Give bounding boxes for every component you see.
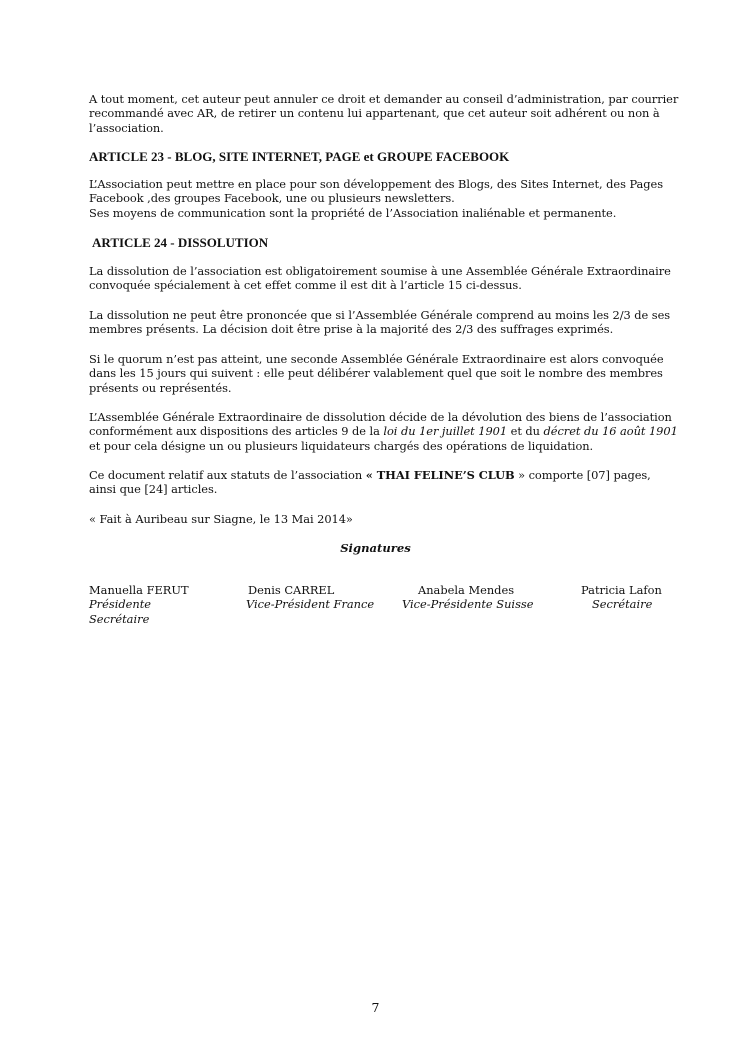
article-23-line-2: Facebook ,des groupes Facebook, une ou plusieurs newsletters. (89, 191, 455, 206)
article-24-p3-line-1: Si le quorum n’est pas atteint, une seconde Assemblée Générale Extraordinaire est alors convoquée (89, 352, 664, 366)
article-23-line-1: L’Association peut mettre en place pour son développement des Blogs, des Sites Internet, des Pages (89, 177, 664, 191)
closing-line-2: ainsi que [24] articles. (89, 482, 218, 497)
intro-paragraph (89, 92, 679, 135)
page-number: 7 (371, 1000, 380, 1015)
article-24-p1-line-2: convoquée spécialement à cet effet comme il est dit à l’article 15 ci-dessus. (89, 278, 522, 293)
article-24-p4-text-a: conformément aux dispositions des articles 9 de la (89, 424, 384, 439)
signatory-role: Vice-Président France (246, 597, 375, 612)
article-24-paragraph-4 (89, 410, 678, 453)
signatory-role: Vice-Présidente Suisse (402, 597, 534, 612)
signatory-role: Présidente (89, 597, 152, 612)
signatory-role-secondary: Secrétaire (89, 611, 150, 626)
signatory-name: Manuella FERUT (89, 583, 189, 597)
article-23-heading: ARTICLE 23 - BLOG, SITE INTERNET, PAGE et GROUPE FACEBOOK (89, 149, 510, 164)
article-24-paragraph-3 (89, 352, 664, 395)
article-24-paragraph-1 (89, 264, 671, 293)
article-24-p4-line-1: L’Assemblée Générale Extraordinaire de dissolution décide de la dévolution des biens de l’association (89, 410, 672, 424)
law-reference: loi du 1er juillet 1901 (383, 424, 508, 439)
signature-block-vp-france (246, 583, 374, 612)
closing-text-b: » comporte [07] pages, (514, 468, 651, 482)
article-24-p4-text-b: et du (507, 424, 544, 439)
signatory-name: Anabela Mendes (418, 583, 515, 597)
article-24-p2-line-2: membres présents. La décision doit être prise à la majorité des 2/3 des suffrages exprimés. (89, 322, 614, 337)
club-name: « THAI FELINE’S CLUB (365, 468, 515, 482)
signature-block-secretary (581, 583, 662, 612)
article-24-p2-line-1: La dissolution ne peut être prononcée que si l’Assemblée Générale comprend au moins les 2/3 de ses (89, 308, 671, 322)
closing-text-a: Ce document relatif aux statuts de l’association (89, 468, 366, 482)
article-24-p3-line-2: dans les 15 jours qui suivent : elle peut délibérer valablement quel que soit le nombre des membres (89, 366, 663, 381)
article-24-p4-line-3: et pour cela désigne un ou plusieurs liquidateurs chargés des opérations de liquidation. (89, 438, 594, 453)
place-date: « Fait à Auribeau sur Siagne, le 13 Mai 2014» (89, 512, 353, 526)
signatory-name: Denis CARREL (248, 583, 335, 597)
signatures-title: Signatures (340, 541, 411, 555)
article-24-p4-line-2 (89, 424, 678, 439)
article-23-paragraph (89, 177, 664, 220)
signatory-name: Patricia Lafon (581, 583, 662, 597)
signature-block-president (89, 583, 189, 626)
intro-line-3: l’association. (89, 120, 164, 135)
closing-paragraph (89, 468, 664, 497)
intro-line-2: recommandé avec AR, de retirer un contenu lui appartenant, que cet auteur soit adhérent ou non à (89, 106, 660, 121)
article-23-line-3: Ses moyens de communication sont la propriété de l’Association inaliénable et permanente. (89, 205, 617, 220)
signatory-role: Secrétaire (592, 597, 653, 612)
article-24-heading: ARTICLE 24 - DISSOLUTION (92, 235, 269, 250)
article-24-paragraph-2 (89, 308, 671, 337)
intro-line-1: A tout moment, cet auteur peut annuler ce droit et demander au conseil d’administration, par courrier (89, 92, 679, 106)
article-24-p1-line-1: La dissolution de l’association est obligatoirement soumise à une Assemblée Générale Extraordinaire (89, 264, 671, 278)
article-24-p3-line-3: présents ou représentés. (89, 380, 232, 395)
decree-reference: décret du 16 août 1901 (543, 424, 678, 439)
signature-block-vp-switzerland (402, 583, 534, 612)
closing-line-1 (89, 468, 664, 482)
